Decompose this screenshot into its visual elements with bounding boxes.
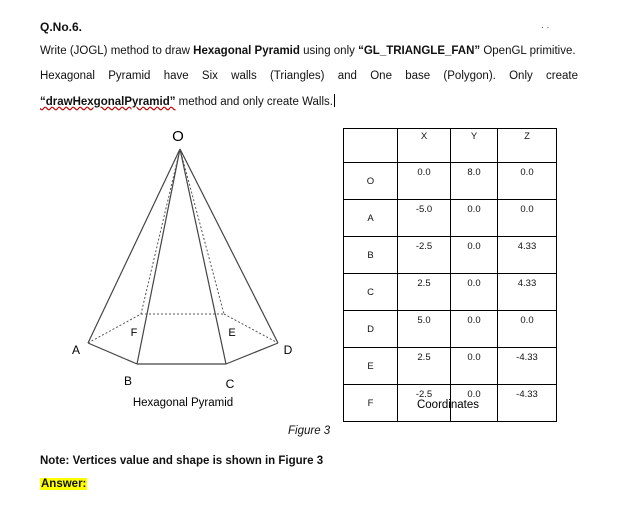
hidden-edge-OE [180,149,224,314]
row-label: E [344,348,398,385]
method-name: “drawHexgonalPyramid” [40,96,176,108]
line1-bold-shape: Hexagonal Pyramid [193,45,300,57]
cell-z: 4.33 [498,237,557,274]
header-corner [344,129,398,163]
edge-AB [88,343,137,364]
header-x: X [398,129,451,163]
table-row [344,274,557,311]
header-y: Y [451,129,498,163]
cell-y: 0.0 [451,200,498,237]
figure-caption-coordinates: Coordinates [416,399,480,411]
vertex-label-E: E [228,327,236,339]
cell-z: -4.33 [498,385,557,422]
cell-y: 0.0 [451,237,498,274]
cell-x: 2.5 [398,274,451,311]
table-row [344,237,557,274]
vertex-label-D: D [283,343,293,357]
cell-x: 0.0 [398,163,451,200]
question-number: Q.No.6. [40,20,83,34]
answer-label: Answer: [41,478,87,490]
row-label: F [344,385,398,422]
cell-z: 0.0 [498,200,557,237]
row-label: O [344,163,398,200]
hidden-edge-OF [141,149,180,314]
header-z: Z [498,129,557,163]
note-text: Note: Vertices value and shape is shown in Figure 3 [40,455,324,467]
edge-CD [226,343,278,364]
cell-y: 0.0 [451,385,498,422]
cell-y: 0.0 [451,348,498,385]
cell-y: 0.0 [451,274,498,311]
cell-z: 0.0 [498,311,557,348]
vertex-label-C: C [225,377,235,391]
table-row [344,348,557,385]
cell-x: 2.5 [398,348,451,385]
cell-x: -5.0 [398,200,451,237]
cell-x: 5.0 [398,311,451,348]
row-label: B [344,237,398,274]
table-row [344,311,557,348]
table-row [344,385,557,422]
row-label: C [344,274,398,311]
table-header-row [344,129,557,163]
vertex-label-O: O [172,128,184,145]
row-label: D [344,311,398,348]
figure-caption-pyramid: Hexagonal Pyramid [132,397,234,409]
cell-x: -2.5 [398,385,451,422]
cell-z: 0.0 [498,163,557,200]
line3-suffix: method and only create Walls. [175,96,333,108]
vertex-label-A: A [71,343,81,357]
vertex-label-F: F [130,327,138,339]
corner-marks: . . [541,20,550,31]
cell-z: -4.33 [498,348,557,385]
cell-x: -2.5 [398,237,451,274]
line1-prefix: Write (JOGL) method to draw [40,45,194,57]
figure-label: Figure 3 [288,425,331,437]
table-row [344,200,557,237]
vertex-label-B: B [123,374,133,388]
cell-z: 4.33 [498,274,557,311]
row-label: A [344,200,398,237]
cell-y: 8.0 [451,163,498,200]
table-row [344,163,557,200]
question-line-2: Hexagonal Pyramid have Six walls (Triangles) and One base (Polygon). Only create [40,70,578,82]
edge-OB [137,149,180,364]
line1-bold-primitive: “GL_TRIANGLE_FAN” [358,45,481,57]
edge-OC [180,149,226,364]
line1-suffix: OpenGL primitive. [480,45,576,57]
cell-y: 0.0 [451,311,498,348]
coordinates-table [343,128,557,422]
line1-mid: using only [299,45,359,57]
